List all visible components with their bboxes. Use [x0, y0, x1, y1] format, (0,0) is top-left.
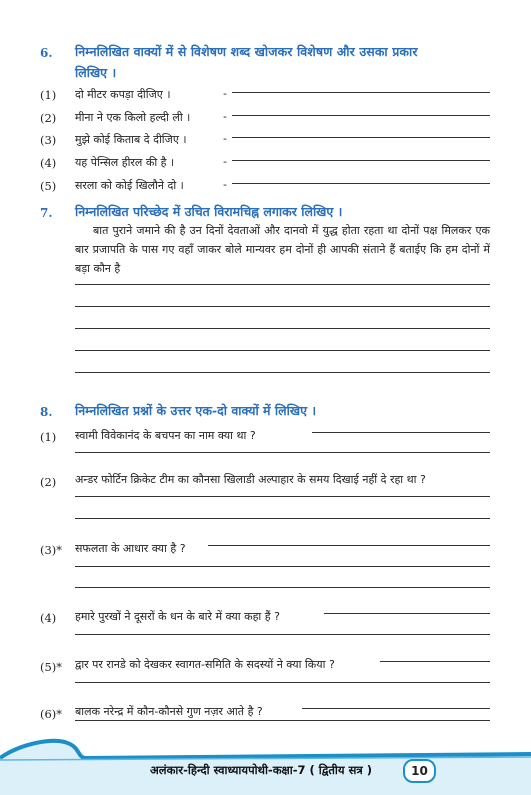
- answer-line[interactable]: [75, 682, 490, 683]
- q6-item-text: सरला को कोई खिलौने दो ।: [75, 179, 184, 192]
- q6-number: 6.: [40, 46, 53, 60]
- q6-item-dash: -: [223, 155, 227, 168]
- q8-item-text: बालक नरेन्द्र में कौन-कौनसे गुण नज़र आते है ?: [75, 705, 263, 718]
- answer-line[interactable]: [75, 634, 490, 635]
- answer-line[interactable]: [380, 661, 490, 662]
- answer-line[interactable]: [75, 328, 490, 329]
- answer-line[interactable]: [75, 720, 490, 721]
- q8-item-number: (3)*: [40, 543, 63, 557]
- answer-line[interactable]: [232, 160, 490, 161]
- answer-line[interactable]: [75, 566, 490, 567]
- answer-line[interactable]: [75, 372, 490, 373]
- q8-item-text: स्वामी विवेकानंद के बचपन का नाम क्या था ?: [75, 429, 256, 442]
- q6-item-number: (1): [40, 88, 57, 102]
- answer-line[interactable]: [232, 183, 490, 184]
- q6-item-text: मुझे कोई किताब दे दीजिए ।: [75, 133, 187, 146]
- q6-item-dash: -: [223, 87, 227, 100]
- answer-line[interactable]: [75, 587, 490, 588]
- answer-line[interactable]: [232, 115, 490, 116]
- q8-item-number: (2): [40, 475, 57, 489]
- q6-title-line2: लिखिए ।: [75, 65, 117, 80]
- answer-line[interactable]: [208, 545, 490, 546]
- q8-title: निम्नलिखित प्रश्नों के उत्तर एक-दो वाक्यों में लिखिए ।: [75, 403, 317, 418]
- q8-item-text: अन्डर फोर्टिन क्रिकेट टीम का कौनसा खिलाडी अल्पाहार के समय दिखाई नहीं दे रहा था ?: [75, 473, 426, 486]
- q8-item-text: सफलता के आधार क्या है ?: [75, 542, 186, 555]
- q7-paragraph: बात पुराने जमाने की है उन दिनों देवताओं और दानवो में युद्ध होता रहता था दोनों पक्ष मिलकर एक बार प्रजापति के पास गए वहाँ जाकर बोले मान्यवर हम दोनों ही आपकी संताने हैं बताईए कि हम दोनों में बड़ा कौन है: [75, 224, 490, 275]
- q6-item-dash: -: [223, 178, 227, 191]
- answer-line[interactable]: [75, 496, 490, 497]
- q8-item-number: (4): [40, 611, 57, 625]
- q8-number: 8.: [40, 405, 53, 419]
- answer-line[interactable]: [75, 452, 490, 453]
- answer-line[interactable]: [75, 518, 490, 519]
- answer-line[interactable]: [324, 613, 490, 614]
- q6-item-number: (5): [40, 179, 57, 193]
- answer-line[interactable]: [75, 306, 490, 307]
- q6-item-text: मीना ने एक किलो हल्दी ली ।: [75, 111, 191, 124]
- answer-line[interactable]: [302, 708, 490, 709]
- q8-item-number: (5)*: [40, 660, 63, 674]
- q7-title: निम्नलिखित परिच्छेद में उचित विरामचिह्न लगाकर लिखिए ।: [75, 204, 343, 219]
- q8-item-text: द्वार पर रानडे को देखकर स्वागत-समिति के सदस्यों ने क्या किया ?: [75, 658, 335, 671]
- answer-line[interactable]: [312, 432, 490, 433]
- q6-item-text: दो मीटर कपड़ा दीजिए ।: [75, 88, 171, 101]
- answer-line[interactable]: [232, 92, 490, 93]
- q6-title-line1: निम्नलिखित वाक्यों में से विशेषण शब्द खोजकर विशेषण और उसका प्रकार: [75, 44, 418, 59]
- q6-item-dash: -: [223, 110, 227, 123]
- q6-item-dash: -: [223, 132, 227, 145]
- q6-item-number: (2): [40, 111, 57, 125]
- answer-line[interactable]: [75, 284, 490, 285]
- q8-item-number: (1): [40, 430, 57, 444]
- answer-line[interactable]: [75, 350, 490, 351]
- answer-line[interactable]: [232, 137, 490, 138]
- q7-number: 7.: [40, 206, 53, 220]
- q6-item-text: यह पेन्सिल हीरल की है ।: [75, 156, 175, 169]
- q8-item-number: (6)*: [40, 707, 63, 721]
- page-number: 10: [403, 759, 436, 783]
- q8-item-text: हमारे पुरखों ने दूसरों के धन के बारे में क्या कहा हैं ?: [75, 610, 280, 623]
- footer-book-title: अलंकार-हिन्दी स्वाध्यायपोथी-कक्षा-7 ( द्वितीय सत्र ): [150, 763, 372, 777]
- q6-item-number: (4): [40, 156, 57, 170]
- q6-item-number: (3): [40, 133, 57, 147]
- page-footer: [0, 730, 531, 795]
